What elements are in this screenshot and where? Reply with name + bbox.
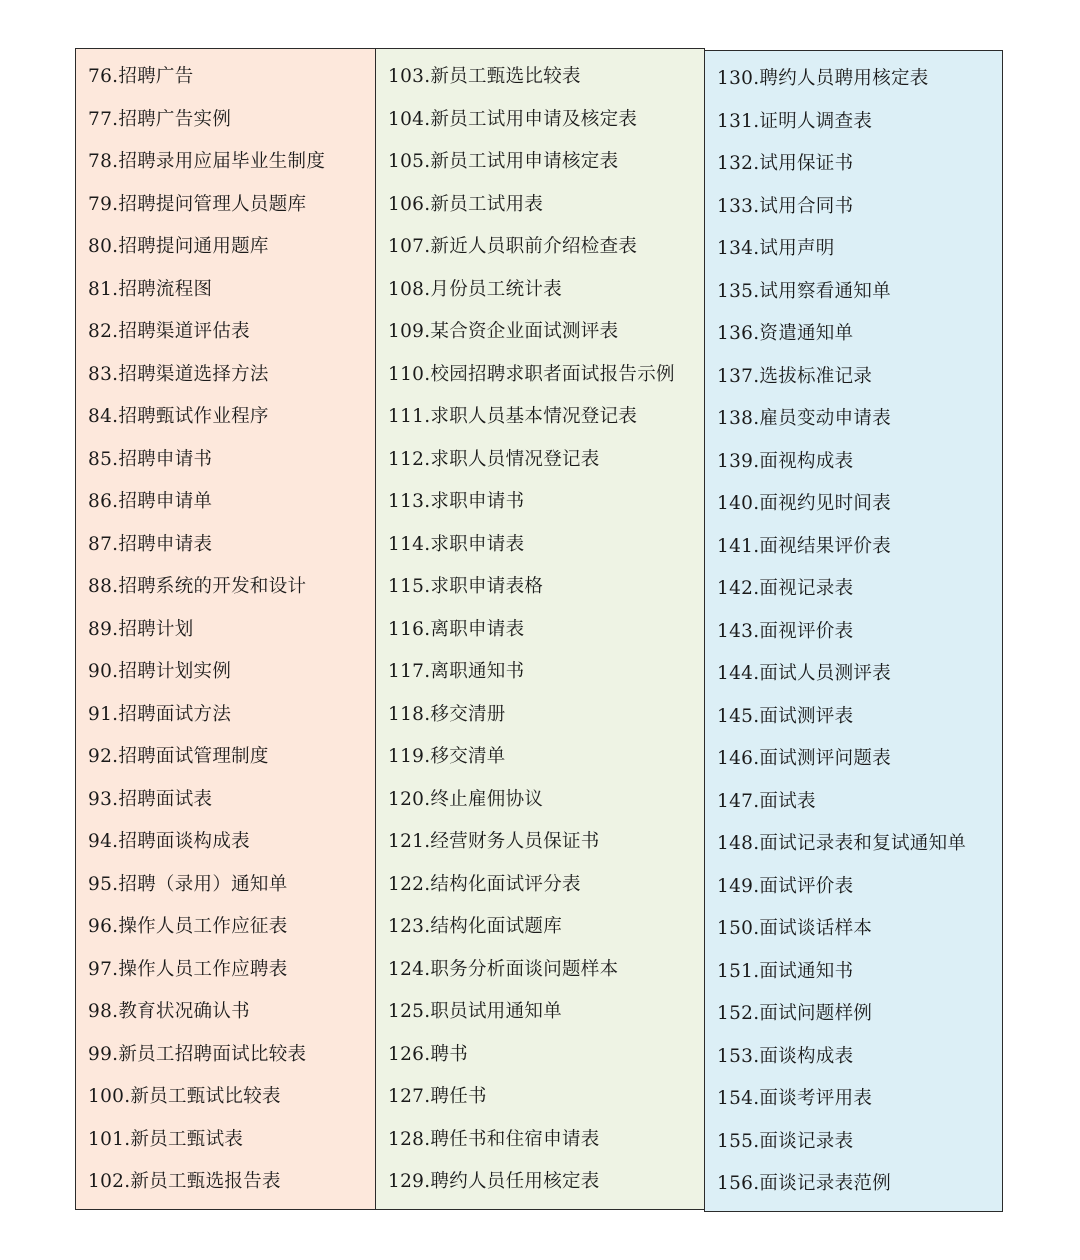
list-item: 131.证明人调查表 xyxy=(717,110,873,132)
list-item: 97.操作人员工作应聘表 xyxy=(88,958,288,980)
list-item: 154.面谈考评用表 xyxy=(717,1088,873,1109)
list-item: 143.面视评价表 xyxy=(717,620,854,642)
list-item: 96.操作人员工作应征表 xyxy=(88,916,288,937)
list-item: 106.新员工试用表 xyxy=(388,193,544,215)
list-item: 119.移交清单 xyxy=(388,746,506,767)
list-item: 83.招聘渠道选择方法 xyxy=(88,363,269,385)
list-item: 115.求职申请表格 xyxy=(388,576,544,597)
list-item: 122.结构化面试评分表 xyxy=(388,873,581,895)
list-item: 132.试用保证书 xyxy=(717,153,854,174)
list-item: 129.聘约人员任用核定表 xyxy=(388,1171,600,1192)
list-item: 87.招聘申请表 xyxy=(88,533,213,555)
list-item: 110.校园招聘求职者面试报告示例 xyxy=(388,363,675,385)
list-item: 95.招聘（录用）通知单 xyxy=(88,873,288,895)
list-item: 114.求职申请表 xyxy=(388,533,525,555)
list-item: 147.面试表 xyxy=(717,790,816,812)
list-item: 118.移交清册 xyxy=(388,703,506,725)
list-column-1 xyxy=(75,48,376,1210)
list-item: 133.试用合同书 xyxy=(717,195,854,217)
list-item: 144.面试人员测评表 xyxy=(717,663,891,684)
list-item: 156.面谈记录表范例 xyxy=(717,1173,891,1194)
list-item: 104.新员工试用申请及核定表 xyxy=(388,108,638,130)
list-item: 80.招聘提问通用题库 xyxy=(88,236,269,257)
list-item: 142.面视记录表 xyxy=(717,578,854,599)
list-item: 79.招聘提问管理人员题库 xyxy=(88,193,307,215)
list-item: 108.月份员工统计表 xyxy=(388,278,562,300)
list-item: 120.终止雇佣协议 xyxy=(388,788,544,810)
list-item: 78.招聘录用应届毕业生制度 xyxy=(88,151,326,172)
list-item: 137.选拔标准记录 xyxy=(717,365,873,387)
list-item: 140.面视约见时间表 xyxy=(717,493,891,514)
list-item: 90.招聘计划实例 xyxy=(88,661,232,682)
list-column-2 xyxy=(375,48,705,1210)
list-item: 109.某合资企业面试测评表 xyxy=(388,321,619,342)
list-column-3 xyxy=(704,50,1003,1212)
list-item: 91.招聘面试方法 xyxy=(88,703,232,725)
list-item: 93.招聘面试表 xyxy=(88,788,213,810)
list-item: 98.教育状况确认书 xyxy=(88,1001,250,1022)
list-item: 136.资遣通知单 xyxy=(717,323,854,344)
list-item: 112.求职人员情况登记表 xyxy=(388,448,600,470)
list-item: 128.聘任书和住宿申请表 xyxy=(388,1128,600,1150)
list-item: 124.职务分析面谈问题样本 xyxy=(388,958,619,980)
list-item: 121.经营财务人员保证书 xyxy=(388,831,600,852)
list-item: 139.面视构成表 xyxy=(717,450,854,472)
list-item: 85.招聘申请书 xyxy=(88,448,213,470)
list-item: 141.面视结果评价表 xyxy=(717,535,891,557)
list-item: 88.招聘系统的开发和设计 xyxy=(88,576,307,597)
list-item: 148.面试记录表和复试通知单 xyxy=(717,833,967,854)
list-item: 130.聘约人员聘用核定表 xyxy=(717,68,929,89)
list-item: 102.新员工甄选报告表 xyxy=(88,1171,281,1192)
list-item: 107.新近人员职前介绍检查表 xyxy=(388,236,638,257)
list-item: 146.面试测评问题表 xyxy=(717,748,891,769)
list-item: 76.招聘广告 xyxy=(88,66,194,87)
list-item: 82.招聘渠道评估表 xyxy=(88,321,250,342)
list-item: 149.面试评价表 xyxy=(717,875,854,897)
list-item: 134.试用声明 xyxy=(717,238,835,259)
list-item: 152.面试问题样例 xyxy=(717,1003,873,1024)
list-item: 116.离职申请表 xyxy=(388,618,525,640)
list-item: 103.新员工甄选比较表 xyxy=(388,66,581,87)
list-item: 84.招聘甄试作业程序 xyxy=(88,406,269,427)
list-item: 92.招聘面试管理制度 xyxy=(88,746,269,767)
list-item: 111.求职人员基本情况登记表 xyxy=(388,406,638,427)
list-item: 126.聘书 xyxy=(388,1043,468,1065)
list-item: 155.面谈记录表 xyxy=(717,1130,854,1152)
list-item: 123.结构化面试题库 xyxy=(388,916,562,937)
list-item: 100.新员工甄试比较表 xyxy=(88,1086,281,1107)
list-item: 81.招聘流程图 xyxy=(88,278,213,300)
list-item: 117.离职通知书 xyxy=(388,661,525,682)
list-item: 101.新员工甄试表 xyxy=(88,1128,244,1150)
list-item: 145.面试测评表 xyxy=(717,705,854,727)
list-item: 99.新员工招聘面试比较表 xyxy=(88,1043,307,1065)
list-item: 113.求职申请书 xyxy=(388,491,525,512)
list-item: 127.聘任书 xyxy=(388,1086,487,1107)
list-item: 94.招聘面谈构成表 xyxy=(88,831,250,852)
list-item: 153.面谈构成表 xyxy=(717,1045,854,1067)
list-item: 150.面试谈话样本 xyxy=(717,918,873,939)
list-item: 105.新员工试用申请核定表 xyxy=(388,151,619,172)
list-item: 89.招聘计划 xyxy=(88,618,194,640)
list-item: 86.招聘申请单 xyxy=(88,491,213,512)
list-item: 125.职员试用通知单 xyxy=(388,1001,562,1022)
list-item: 138.雇员变动申请表 xyxy=(717,408,891,429)
list-item: 77.招聘广告实例 xyxy=(88,108,232,130)
list-item: 135.试用察看通知单 xyxy=(717,280,891,302)
list-item: 151.面试通知书 xyxy=(717,960,854,982)
